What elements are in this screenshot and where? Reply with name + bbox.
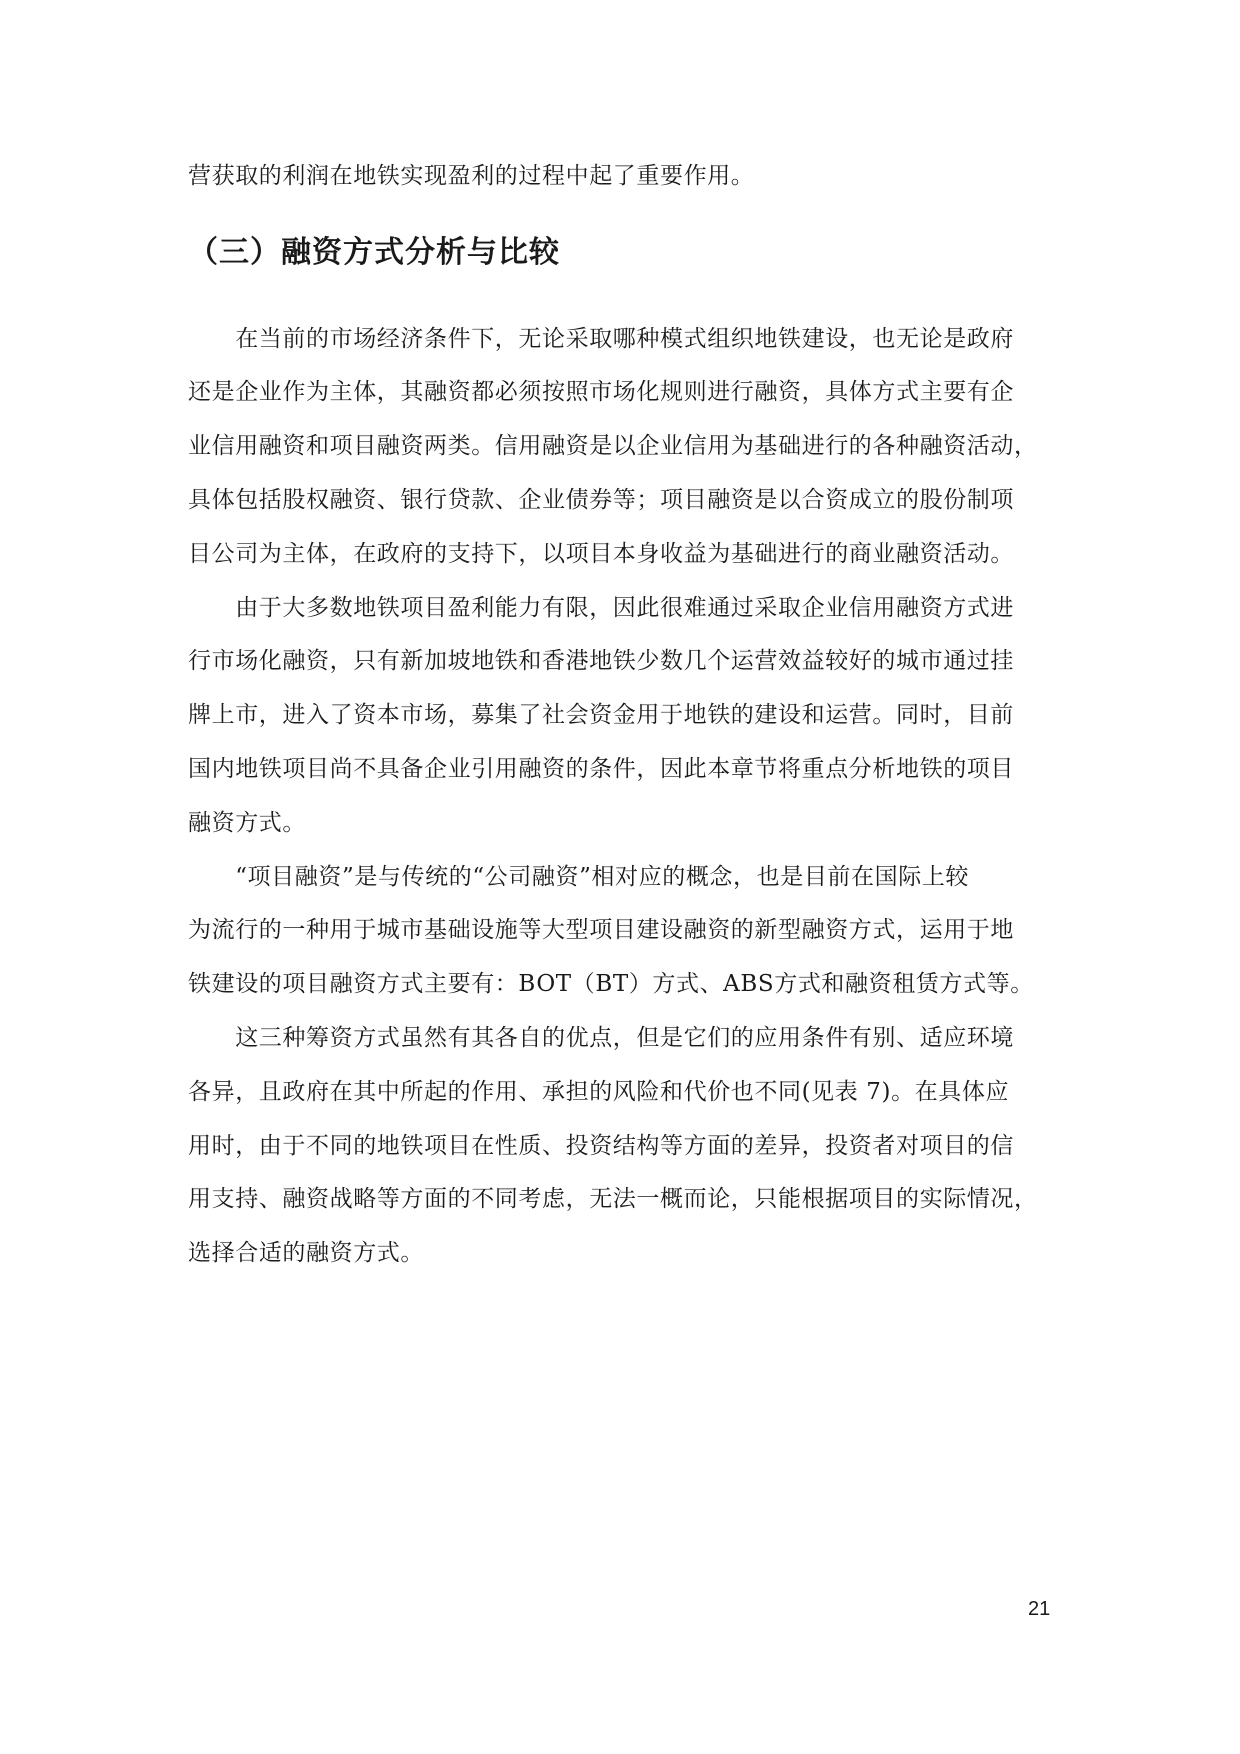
paragraph-line: 各异，且政府在其中所起的作用、承担的风险和代价也不同(见表 7)。在具体应 bbox=[188, 1078, 1010, 1105]
paragraph-line: 这三种筹资方式虽然有其各自的优点，但是它们的应用条件有别、适应环境 bbox=[188, 1025, 1014, 1052]
paragraph-line: 铁建设的项目融资方式主要有：BOT（BT）方式、ABS方式和融资租赁方式等。 bbox=[188, 971, 1034, 998]
paragraph-line: 融资方式。 bbox=[188, 809, 306, 836]
paragraph-2 bbox=[188, 582, 1052, 851]
paragraph-line: 由于大多数地铁项目盈利能力有限，因此很难通过采取企业信用融资方式进 bbox=[188, 594, 1014, 621]
paragraph-line: 目公司为主体，在政府的支持下，以项目本身收益为基础进行的商业融资活动。 bbox=[188, 540, 1014, 567]
page-content bbox=[188, 150, 1052, 1281]
paragraph-1 bbox=[188, 313, 1052, 582]
paragraph-line: 在当前的市场经济条件下，无论采取哪种模式组织地铁建设，也无论是政府 bbox=[188, 325, 1014, 352]
paragraph-line: 选择合适的融资方式。 bbox=[188, 1240, 424, 1267]
paragraph-line: 业信用融资和项目融资两类。信用融资是以企业信用为基础进行的各种融资活动， bbox=[188, 433, 1038, 460]
paragraph-line: 具体包括股权融资、银行贷款、企业债券等；项目融资是以合资成立的股份制项 bbox=[188, 487, 1014, 514]
paragraph-line: 用支持、融资战略等方面的不同考虑，无法一概而论，只能根据项目的实际情况， bbox=[188, 1186, 1038, 1213]
paragraph-4 bbox=[188, 1012, 1052, 1281]
paragraph-line: 国内地铁项目尚不具备企业引用融资的条件，因此本章节将重点分析地铁的项目 bbox=[188, 756, 1014, 783]
paragraph-3 bbox=[188, 851, 1052, 1012]
paragraph-line: 牌上市，进入了资本市场，募集了社会资金用于地铁的建设和运营。同时，目前 bbox=[188, 702, 1014, 729]
paragraph-line: 还是企业作为主体，其融资都必须按照市场化规则进行融资，具体方式主要有企 bbox=[188, 379, 1014, 406]
lead-line: 营获取的利润在地铁实现盈利的过程中起了重要作用。 bbox=[188, 163, 755, 189]
section-heading: （三）融资方式分析与比较 bbox=[188, 234, 560, 270]
paragraph-line: 用时，由于不同的地铁项目在性质、投资结构等方面的差异，投资者对项目的信 bbox=[188, 1132, 1014, 1159]
paragraph-line: 行市场化融资，只有新加坡地铁和香港地铁少数几个运营效益较好的城市通过挂 bbox=[188, 648, 1014, 675]
paragraph-line: 为流行的一种用于城市基础设施等大型项目建设融资的新型融资方式，运用于地 bbox=[188, 917, 1014, 944]
page-number: 21 bbox=[1028, 1598, 1051, 1620]
paragraph-line: “项目融资”是与传统的“公司融资”相对应的概念，也是目前在国际上较 bbox=[188, 863, 970, 890]
